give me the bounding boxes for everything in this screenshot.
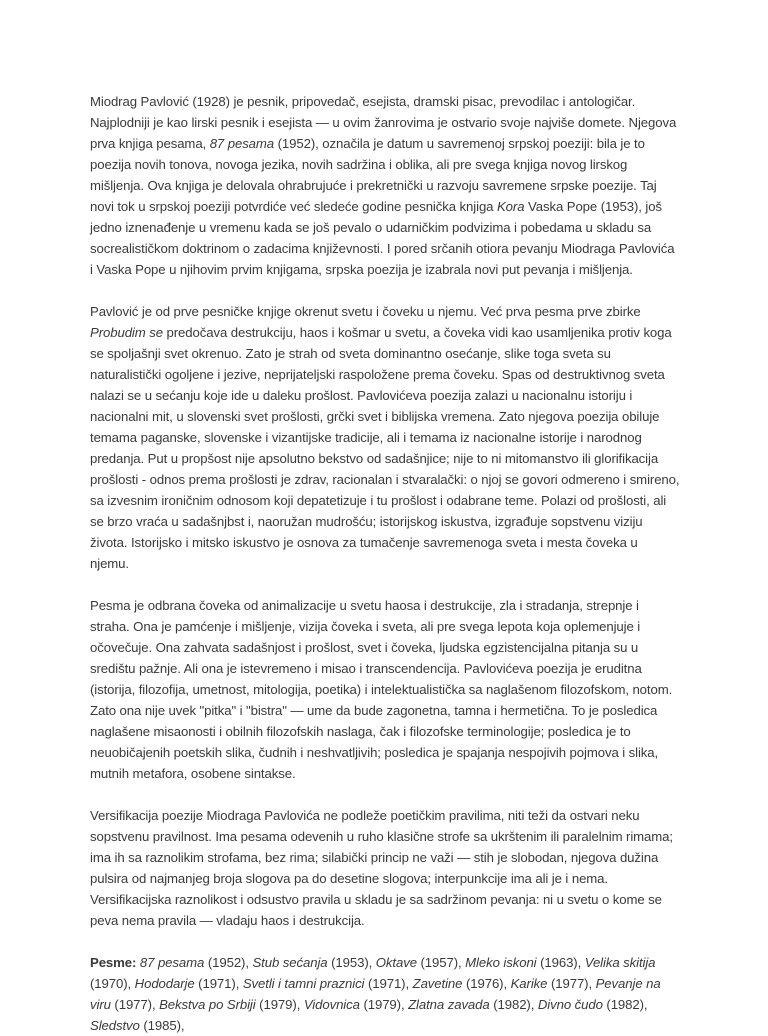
text-run: (1952), označila je datum u savremenoj srpskoj poeziji: bila je to poezija novih tonova, novoga jezika, novih sadržina i oblika, ali pre svega knjiga novog lirskog mišljenja. Ova knjiga je delovala ohrabrujuće i prekretnički u razvoju savremene srpske poezije. Taj novi tok u srpskoj poeziji potvrdiće već sledeće godine pesnička knjiga xyxy=(90,136,657,214)
book-title: Bekstva po Srbiji xyxy=(159,997,256,1012)
text-run: (1979), xyxy=(359,997,409,1012)
text-run: Versifikacija poezije Miodraga Pavlovića ne podleže poetičkim pravilima, niti teži da ostvari neku sopstvenu pravilnost. Ima pesama odevenih u ruho klasične strofe sa ukrštenim ili paralelnim rimama; ima ih sa raznolikim strofama, bez rima; silabički princip ne važi — stih je slobodan, njegova dužina pulsira od najmanjeg broja slogova pa do desetine slogova; interpunkcije ima ali je i nema. Versifikacijska raznolikost i odsustvo pravila u skladu je sa sadržinom pevanja: ni u svetu o kome se peva nema pravila — vladaju haos i destrukcija. xyxy=(90,808,673,928)
book-title: Hododarje xyxy=(134,976,195,991)
text-run: predočava destrukciju, haos i košmar u svetu, a čoveka vidi kao usamljenika protiv koga se spoljašnji svet okrenuo. Zato je strah od sveta dominantno osećanje, slike toga sveta su naturalistički ogoljene i jezive, neprijateljski raspoložene prema čoveku. Spas od destruktivnog sveta nalazi se u sećanju koje ide u daleku prošlost. Pavlovićeva poezija zalazi u nacionalnu istoriju i nacionalni mit, u slovenski svet prošlosti, grčki svet i biblijska vremena. Zato njegova poezija obiluje temama paganske, slovenske i vizantijske tradicije, ali i temama iz nacionalne istorije i narodnog predanja. Put u propšost nije apsolutno bekstvo od sadašnjice; nije to ni mitomanstvo ili glorifikacija prošlosti - odnos prema prošlosti je zdrav, racionalan i stvaralački: o njoj se govori odmereno i smireno, sa izvesnim ironičnim odnosom koji depatetizuje i tu prošlost i odabrane teme. Polazi od prošlosti, ali se brzo vraća u sadašnjbst i, naoružan mudrošću; istorijskog iskustva, izgrađuje sopstvenu viziju života. Istorijsko i mitsko iskustvo je osnova za tumačenje savremenoga sveta i mesta čoveka u njemu. xyxy=(90,325,680,571)
pesme-list xyxy=(90,952,680,1036)
book-title: Mleko iskoni xyxy=(465,955,537,970)
book-title: Karike xyxy=(510,976,548,991)
book-title: Divno čudo xyxy=(537,997,603,1012)
text-run: (1979), xyxy=(255,997,304,1012)
paragraph xyxy=(90,301,680,574)
book-title: Svetli i tamni praznici xyxy=(242,976,365,991)
text-run: (1957), xyxy=(416,955,466,970)
book-title: Sledstvo xyxy=(90,1018,140,1033)
book-title: Kora xyxy=(496,199,525,214)
paragraph xyxy=(90,595,680,784)
pesme-label: Pesme: xyxy=(90,955,137,970)
book-title: Probudim se xyxy=(90,325,163,340)
text-run: (1976), xyxy=(462,976,511,991)
book-title: Oktave xyxy=(375,955,417,970)
book-title: Zlatna zavada xyxy=(408,997,490,1012)
body-text xyxy=(90,91,680,931)
book-title: Pevanje na viru xyxy=(90,976,661,1012)
text-run: (1982), xyxy=(602,997,648,1012)
pesme-items xyxy=(90,955,661,1033)
text-run: (1963), xyxy=(536,955,585,970)
book-title: 87 pesama xyxy=(139,955,205,970)
text-run: (1970), xyxy=(90,976,135,991)
book-title: Velika skitija xyxy=(584,955,656,970)
text-run: (1982), xyxy=(489,997,538,1012)
text-run: Vaska Pope (1953), još jedno iznenađenje u vremenu kada se još pevalo o udarničkim podvizima i pobedama u skladu sa socrealističkom doktrinom o zadacima književnosti. I pored srčanih otiora pevanju Miodraga Pavlovića i Vaska Pope u njihovim prvim knjigama, srpska poezija je izabrala novi put pevanja i mišljenja. xyxy=(90,199,675,277)
text-run: (1977), xyxy=(110,997,160,1012)
text-run: (1952), xyxy=(204,955,253,970)
book-title: Vidovnica xyxy=(303,997,360,1012)
paragraph xyxy=(90,805,680,931)
text-run: (1971), xyxy=(364,976,413,991)
text-run: (1977), xyxy=(547,976,596,991)
book-title: 87 pesama xyxy=(209,136,275,151)
text-run: (1985), xyxy=(139,1018,185,1033)
text-run: Pavlović je od prve pesničke knjige okrenut svetu i čoveku u njemu. Već prva pesma prve zbirke xyxy=(90,304,641,319)
book-title: Zavetine xyxy=(412,976,463,991)
text-run: Miodrag Pavlović (1928) je pesnik, pripovedač, esejista, dramski pisac, prevodilac i antologičar. Najplodniji je kao lirski pesnik i esejista — u ovim žanrovima je ostvario svoje najviše domete. Njegova prva knjiga pesama, xyxy=(90,94,677,151)
text-run: Pesma je odbrana čoveka od animalizacije u svetu haosa i destrukcije, zla i stradanja, strepnje i straha. Ona je pamćenje i mišljenje, vizija čoveka i sveta, ali pre svega lepota koja oplemenjuje i očovečuje. Ona zahvata sadašnjost i prošlost, svet i čoveka, ljudska egzistencijalna pitanja su u središtu pažnje. Ali ona je istevremeno i misao i transcendencija. Pavlovićeva poezija je eruditna (istorija, filozofija, umetnost, mitologija, poetika) i intelektualistička sa naglašenom filozofskom, notom. Zato ona nije uvek "pitka" i "bistra" — ume da bude zagonetna, tamna i hermetična. To je posledica naglašene misaonosti i obilnih filozofskih naslaga, čak i filozofske terminologije; posledica je to neuobičajenih poetskih slika, čudnih i neshvatljivih; posledica je spajanja nespojivih pojmova i slika, mutnih metafora, osobene sintakse. xyxy=(90,598,673,781)
text-run: (1953), xyxy=(327,955,376,970)
document-page xyxy=(90,91,680,1036)
paragraph xyxy=(90,91,680,280)
book-title: Stub sećanja xyxy=(252,955,328,970)
text-run: (1971), xyxy=(194,976,243,991)
